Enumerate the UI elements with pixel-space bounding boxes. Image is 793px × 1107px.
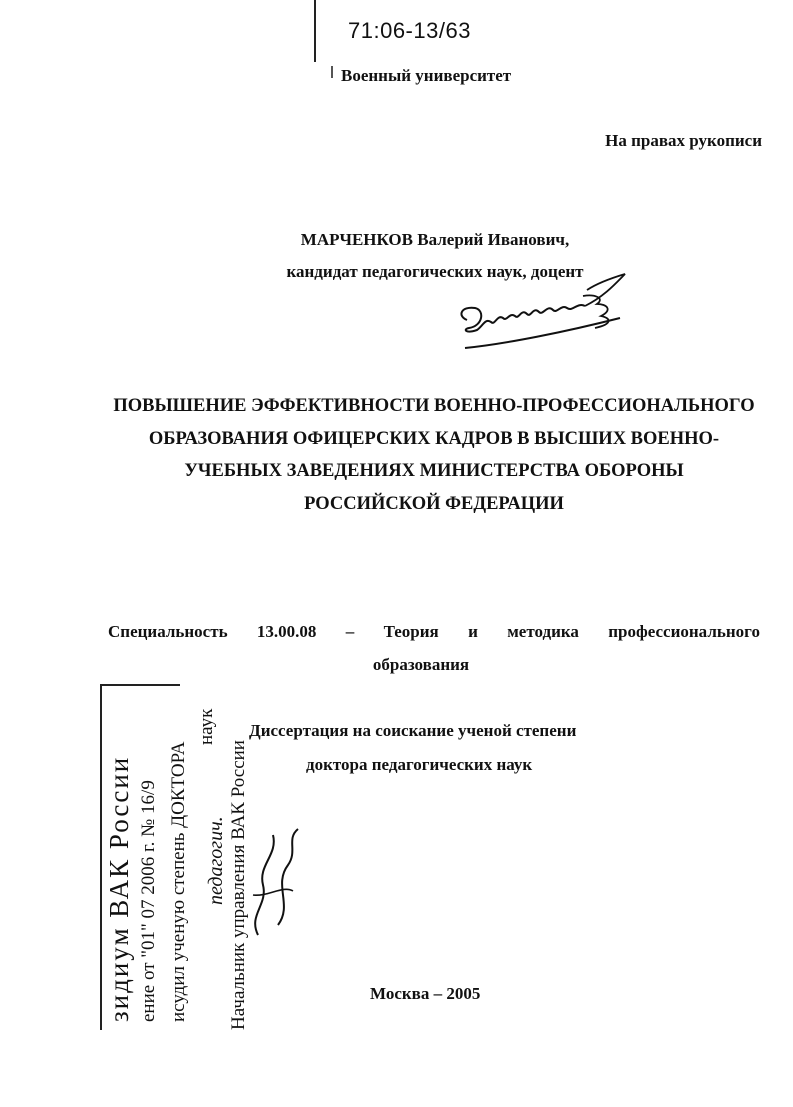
signature-image bbox=[455, 268, 630, 363]
stamp-awarded-degree bbox=[168, 742, 190, 1022]
specialty-line bbox=[108, 622, 760, 642]
specialty-word: и bbox=[468, 622, 478, 641]
stamp-presidium: зидиум ВАК России bbox=[104, 755, 134, 1022]
university-name: Военный университет bbox=[341, 66, 512, 85]
specialty-word: – bbox=[345, 622, 355, 641]
specialty-word: 13.00.08 bbox=[256, 622, 317, 641]
margin-line-top bbox=[314, 0, 316, 62]
stamp-border bbox=[100, 684, 102, 1030]
stamp-decision-date: ение от "01" 07 2006 г. № 16/9 bbox=[138, 780, 159, 1022]
dissertation-degree: доктора педагогических наук bbox=[306, 755, 533, 774]
title-line: ОБРАЗОВАНИЯ ОФИЦЕРСКИХ КАДРОВ В ВЫСШИХ ВОЕННО- bbox=[148, 428, 720, 449]
specialty-word: профессионального bbox=[608, 622, 760, 641]
stamp-signature-image bbox=[238, 825, 308, 945]
title-line: ПОВЫШЕНИЕ ЭФФЕКТИВНОСТИ ВОЕННО-ПРОФЕССИОНАЛЬНОГО bbox=[113, 396, 755, 416]
specialty-continuation: образования bbox=[372, 655, 470, 674]
title-line: РОССИЙСКОЙ ФЕДЕРАЦИИ bbox=[304, 493, 564, 514]
stamp-head-of-department: Начальник управления ВАК России bbox=[228, 740, 249, 1030]
specialty-word: методика bbox=[507, 622, 579, 641]
stamp-handwritten-field: педагогич. bbox=[205, 816, 227, 905]
margin-line-small bbox=[331, 66, 333, 78]
archive-code: 71:06-13/63 bbox=[348, 18, 471, 43]
place-year: Москва – 2005 bbox=[370, 984, 481, 1003]
stamp-awarded-text: исудил ученую степень ДОКТОРА bbox=[168, 741, 189, 1022]
stamp-border-top bbox=[100, 684, 180, 686]
dissertation-purpose: Диссертация на соискание ученой степени bbox=[249, 721, 577, 740]
dissertation-title bbox=[100, 390, 768, 520]
title-line: УЧЕБНЫХ ЗАВЕДЕНИЯХ МИНИСТЕРСТВА ОБОРОНЫ bbox=[184, 461, 684, 481]
specialty-word: Теория bbox=[383, 622, 439, 641]
specialty-word: Специальность bbox=[108, 622, 228, 641]
author-degree: кандидат педагогических наук, доцент bbox=[286, 262, 584, 281]
author-name: МАРЧЕНКОВ Валерий Иванович, bbox=[300, 230, 570, 249]
manuscript-rights: На правах рукописи bbox=[605, 131, 762, 150]
stamp-science-suffix: наук bbox=[196, 708, 217, 745]
